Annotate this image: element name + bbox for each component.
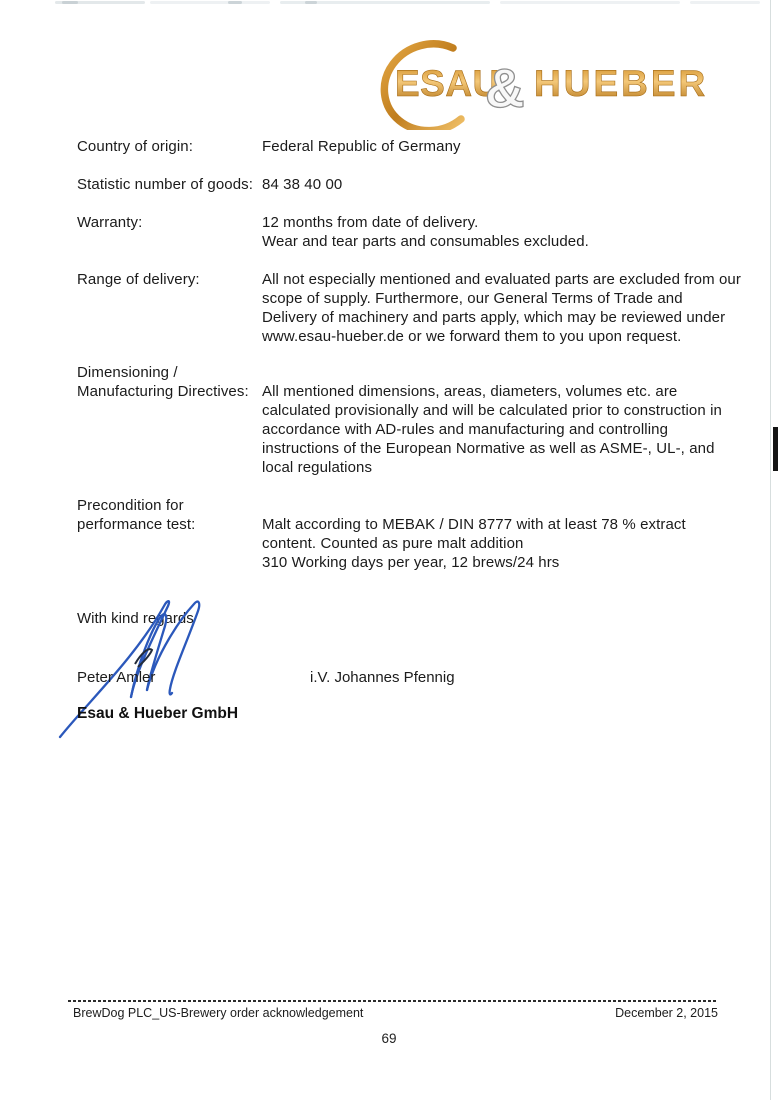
signer-name: Peter Amler: [77, 669, 156, 686]
page-number: 69: [381, 1031, 397, 1046]
label-line: Dimensioning /: [77, 364, 178, 381]
logo-text-esau: ESAU: [395, 63, 500, 104]
value-line: 310 Working days per year, 12 brews/24 hrs: [262, 554, 560, 571]
scan-artifact-top: [0, 0, 778, 7]
row-value: [262, 363, 722, 477]
value-line: Delivery of machinery and parts apply, which may be reviewed under: [262, 309, 726, 326]
value-line: instructions of the European Normative as well as ASME-, UL-, and: [262, 440, 715, 457]
row-label: [77, 363, 262, 477]
label-line: performance test:: [77, 516, 196, 533]
footer-document-title: BrewDog PLC_US-Brewery order acknowledgement: [73, 1006, 364, 1020]
row-label: [77, 213, 262, 251]
label-line: Precondition for: [77, 497, 184, 514]
row-dimensioning-directives: [77, 363, 722, 477]
logo-ampersand: &: [485, 57, 525, 119]
logo-text-hueber: HUEBER: [534, 63, 709, 104]
row-warranty: [77, 213, 589, 251]
row-range-of-delivery: [77, 270, 741, 346]
value-line: scope of supply. Furthermore, our General Terms of Trade and: [262, 290, 683, 307]
label-line: Warranty:: [77, 214, 143, 231]
value-line: Federal Republic of Germany: [262, 138, 461, 155]
scan-smudge: [150, 1, 270, 4]
row-value: [262, 270, 741, 346]
label-line: Statistic number of goods:: [77, 176, 254, 193]
value-line: calculated provisionally and will be calculated prior to construction in: [262, 402, 722, 419]
value-line: All mentioned dimensions, areas, diameters, volumes etc. are: [262, 383, 678, 400]
row-label: [77, 496, 262, 572]
label-line: Range of delivery:: [77, 271, 200, 288]
proxy-signer-name: i.V. Johannes Pfennig: [310, 669, 455, 686]
row-country-of-origin: [77, 137, 461, 156]
value-line: local regulations: [262, 459, 373, 476]
footer: [68, 1006, 718, 1020]
scan-artifact-right-mark: [773, 427, 778, 471]
row-label: [77, 137, 262, 156]
label-line: Manufacturing Directives:: [77, 383, 249, 400]
scan-smudge-dark: [62, 1, 78, 4]
value-line: content. Counted as pure malt addition: [262, 535, 524, 552]
label-line: Country of origin:: [77, 138, 194, 155]
value-line: www.esau-hueber.de or we forward them to you upon request.: [262, 328, 682, 345]
value-line: 84 38 40 00: [262, 176, 343, 193]
row-statistic-number: [77, 175, 342, 194]
company-name: Esau & Hueber GmbH: [77, 705, 239, 722]
company-logo: [358, 34, 722, 130]
scan-smudge-dark: [305, 1, 317, 4]
scan-smudge-dark: [228, 1, 242, 4]
value-line: 12 months from date of delivery.: [262, 214, 479, 231]
row-precondition-performance-test: [77, 496, 686, 572]
value-line: Malt according to MEBAK / DIN 8777 with at least 78 % extract: [262, 516, 686, 533]
value-line: Wear and tear parts and consumables excluded.: [262, 233, 589, 250]
row-label: [77, 270, 262, 346]
value-line: All not especially mentioned and evaluated parts are excluded from our: [262, 271, 741, 288]
value-line: accordance with AD-rules and manufacturing and controlling: [262, 421, 669, 438]
scan-artifact-right-line: [770, 0, 771, 1100]
row-value: [262, 175, 342, 194]
row-value: [262, 213, 589, 251]
closing-regards: With kind regards: [77, 610, 194, 627]
row-value: [262, 496, 686, 572]
scan-smudge: [500, 1, 680, 4]
row-value: [262, 137, 461, 156]
footer-dashed-rule: [68, 1000, 718, 1002]
footer-date: December 2, 2015: [615, 1006, 718, 1020]
scan-smudge: [690, 1, 760, 4]
row-label: [77, 175, 262, 194]
